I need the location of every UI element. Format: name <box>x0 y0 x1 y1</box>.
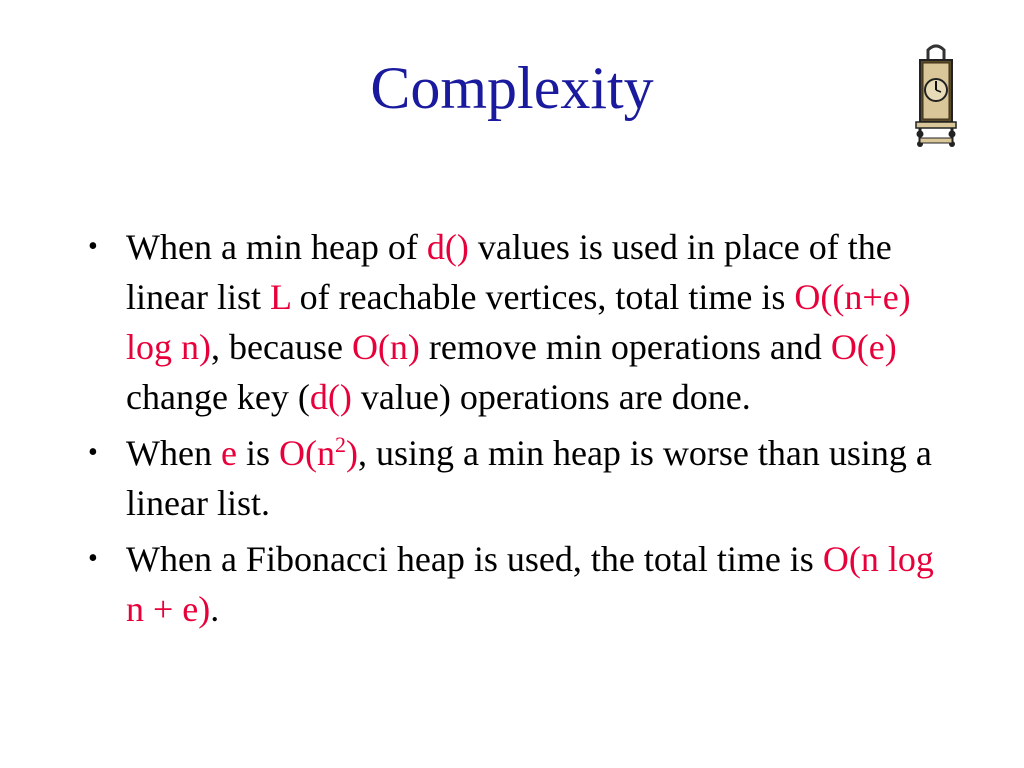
bullet-text: of reachable vertices, total time is <box>290 277 795 317</box>
bullet-marker: • <box>88 231 98 262</box>
bullet-text: , using a min heap is worse than using a linear list. <box>126 433 932 523</box>
clock-icon <box>906 42 966 152</box>
bullet-text: change key ( <box>126 377 310 417</box>
bullet-item <box>88 222 948 422</box>
math-term: O(n <box>278 433 335 473</box>
bullet-list <box>88 222 948 640</box>
math-term: O(n) <box>351 327 420 367</box>
bullet-text: When <box>126 433 221 473</box>
math-term: O((n+e) log n) <box>126 277 911 367</box>
bullet-marker: • <box>88 437 98 468</box>
bullet-text: value) operations are done. <box>351 377 751 417</box>
math-term: d() <box>426 227 469 267</box>
bullet-item <box>88 534 948 634</box>
bullet-text: When a Fibonacci heap is used, the total time is <box>126 539 823 579</box>
bullet-text: remove min operations and <box>419 327 831 367</box>
bullet-marker: • <box>88 543 98 574</box>
bullet-text: When a min heap of <box>126 227 427 267</box>
math-term: L <box>269 277 291 317</box>
math-term: e <box>220 433 237 473</box>
math-exponent: 2 <box>334 432 346 457</box>
bullet-text: . <box>210 589 220 629</box>
bullet-item <box>88 428 948 528</box>
bullet-text: , because <box>211 327 352 367</box>
bullet-text: is <box>236 433 279 473</box>
math-term: d() <box>309 377 352 417</box>
math-term: O(n log n + e) <box>126 539 934 629</box>
math-term: O(e) <box>830 327 897 367</box>
slide-title: Complexity <box>370 55 654 121</box>
math-term: ) <box>345 433 358 473</box>
bullet-text: values is used in place of the linear list <box>126 227 892 317</box>
